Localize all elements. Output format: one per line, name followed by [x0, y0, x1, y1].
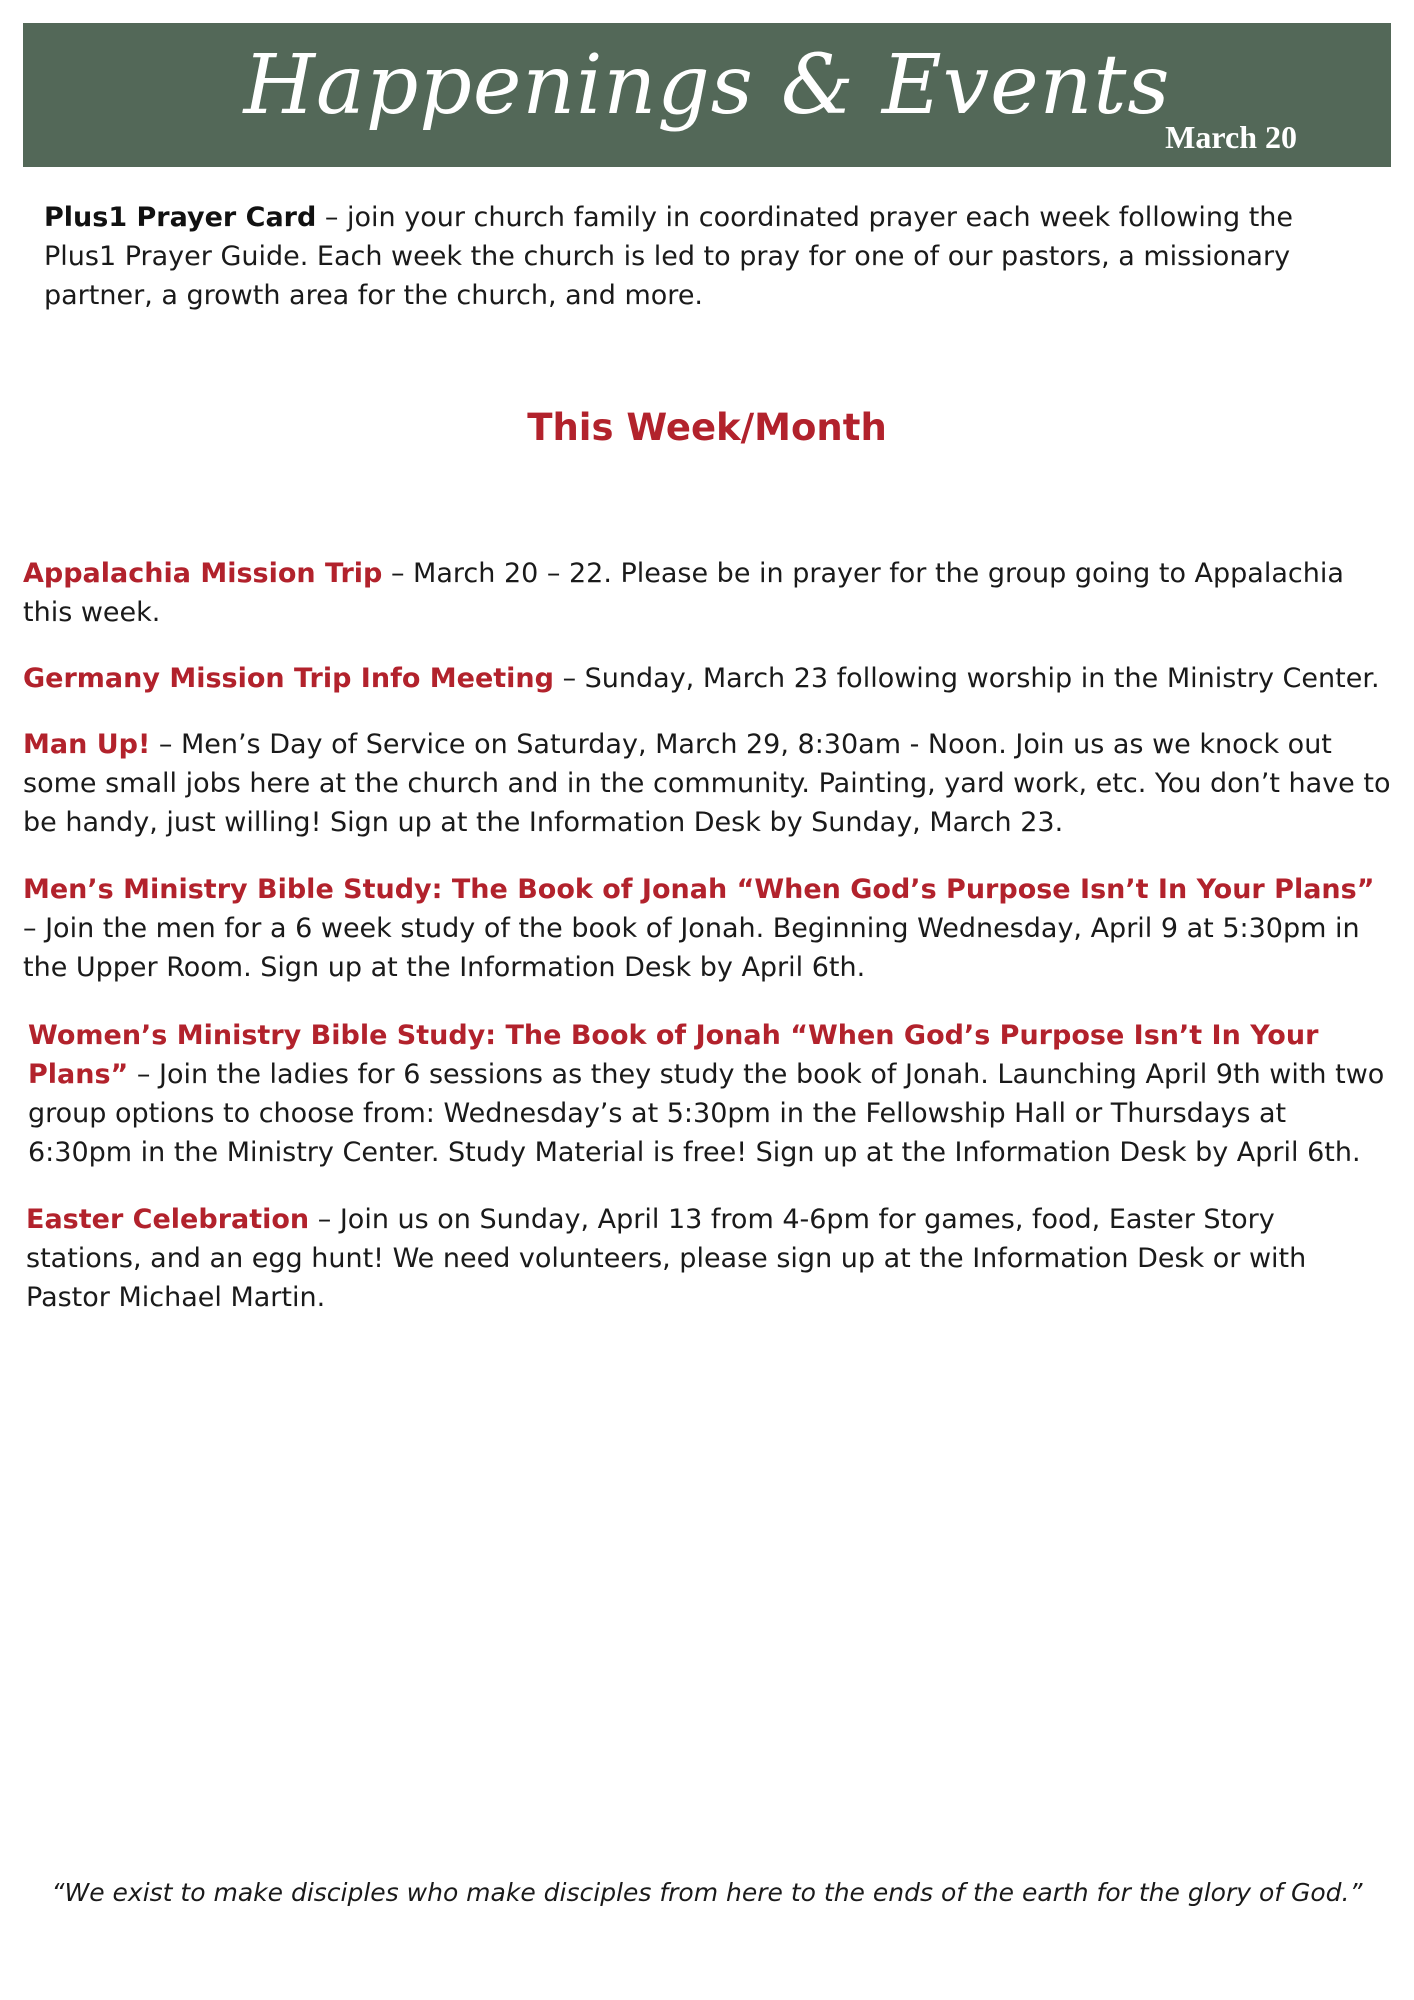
event-text: – Sunday, March 23 following worship in the Ministry Center.: [553, 663, 1380, 694]
issue-date: March 20: [1165, 119, 1297, 155]
page-title: Happenings & Events: [243, 38, 1171, 133]
intro-text: – join your church family in coordinated prayer each week following the Plus1 Prayer Guide. Each week the church is led to pray for one of our pastors, a missionary partner, a growth area for the church, and more.: [44, 202, 1294, 311]
event-title: Appalachia Mission Trip: [23, 558, 383, 589]
event-text: – Join the ladies for 6 sessions as they study the book of Jonah. Launching April 9th with two group options to choose from: Wednesday’s at 5:30pm in the Fellowship Hall or Thursdays at 6:30pm in the Ministry Center. Study Material is free! Sign up at the Information Desk by April 6th.: [28, 1059, 1385, 1168]
event-item-man-up: [23, 725, 1393, 842]
event-text: – March 20 – 22. Please be in prayer for the group going to Appalachia this week.: [23, 558, 1344, 628]
event-text: – Men’s Day of Service on Saturday, March 29, 8:30am - Noon. Join us as we knock out some small jobs here at the church and in the community. Painting, yard work, etc. You don’t have to be handy, just willing! Sign up at the Information Desk by Sunday, March 23.: [23, 729, 1391, 838]
event-title: Germany Mission Trip Info Meeting: [23, 663, 554, 694]
event-item-germany: [23, 659, 1393, 698]
event-item-appalachia: [23, 554, 1393, 632]
event-item-easter: [26, 1200, 1393, 1317]
intro-title: Plus1 Prayer Card: [44, 202, 317, 233]
event-title: Man Up!: [23, 729, 151, 760]
header-banner: [23, 23, 1391, 167]
event-text: – Join the men for a 6 week study of the book of Jonah. Beginning Wednesday, April 9 at 5:30pm in the Upper Room. Sign up at the Information Desk by April 6th.: [23, 913, 1360, 983]
event-item-womens-bible-study: [28, 1016, 1393, 1172]
event-title: Easter Celebration: [26, 1204, 310, 1235]
section-heading: This Week/Month: [527, 406, 887, 449]
mission-quote: “We exist to make disciples who make disciples from here to the ends of the earth for the glory of God.”: [51, 1878, 1363, 1907]
event-title: Women’s Ministry Bible Study: The Book of Jonah “When God’s Purpose Isn’t In Your Plans”: [28, 1020, 1319, 1090]
event-title: Men’s Ministry Bible Study: The Book of Jonah “When God’s Purpose Isn’t In Your Plans”: [23, 874, 1375, 905]
event-text: – Join us on Sunday, April 13 from 4-6pm for games, food, Easter Story stations, and an egg hunt! We need volunteers, please sign up at the Information Desk or with Pastor Michael Martin.: [26, 1204, 1307, 1313]
intro-paragraph: [44, 198, 1344, 315]
event-item-mens-bible-study: [23, 870, 1393, 987]
